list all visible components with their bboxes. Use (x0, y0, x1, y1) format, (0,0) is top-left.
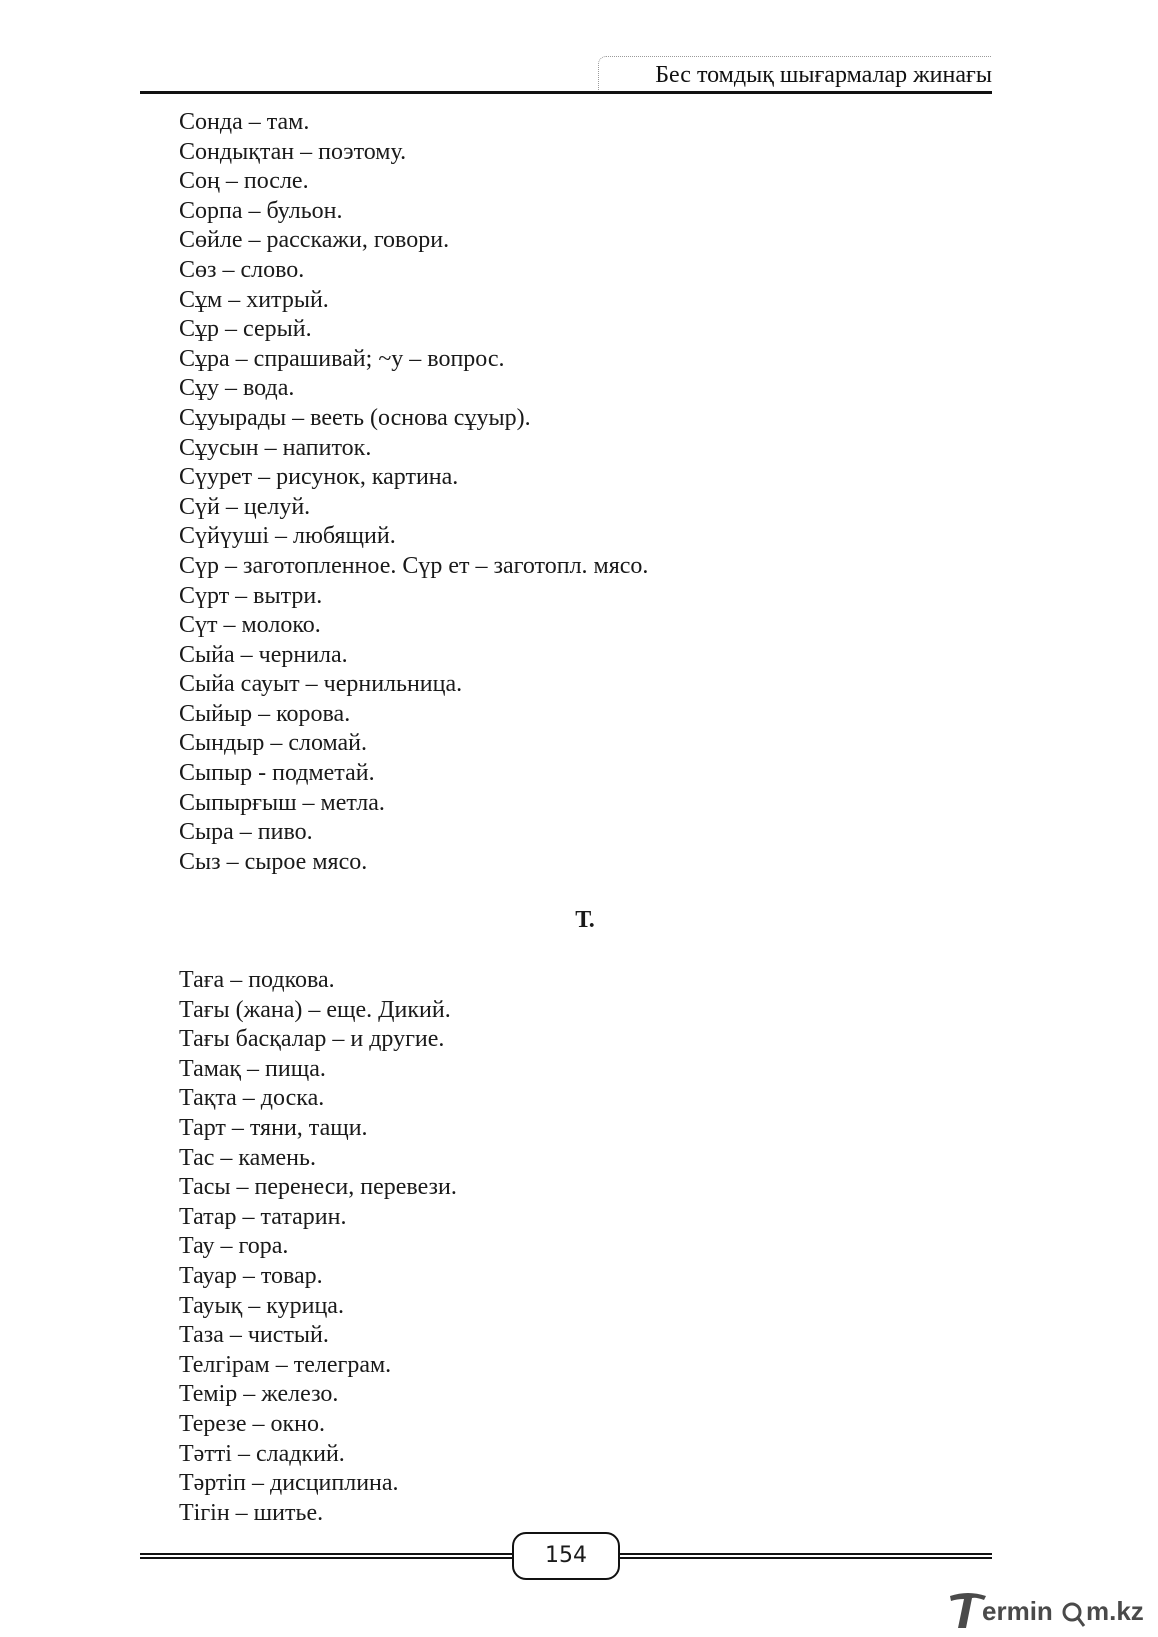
glossary-entry: Сыпырғыш – метла. (179, 789, 385, 816)
termincom-logo (948, 1588, 1153, 1634)
glossary-entry: Сонда – там. (179, 109, 310, 135)
glossary-entry: Тамақ – пища. (179, 1055, 326, 1082)
glossary-entry: Темір – железо. (179, 1381, 339, 1408)
glossary-entry: Сұр – серый. (179, 316, 312, 343)
glossary-entry: Терезе – окно. (179, 1410, 325, 1437)
logo-text-before: ermin (982, 1596, 1053, 1626)
glossary-entry: Таза – чистый. (179, 1322, 329, 1349)
glossary-list-s (179, 108, 648, 877)
glossary-entry: Сөз – слово. (179, 256, 305, 283)
glossary-entry: Тағы (жана) – еще. Дикий. (179, 996, 451, 1023)
logo-text-after: m.kz (1086, 1596, 1144, 1626)
glossary-entry: Сыйыр – корова. (179, 700, 351, 727)
glossary-entry: Сүй – целуй. (179, 493, 311, 520)
glossary-entry: Сондықтан – поэтому. (179, 138, 407, 165)
glossary-entry: Тауар – товар. (179, 1262, 323, 1289)
glossary-entry: Тас – камень. (179, 1144, 316, 1171)
glossary-entry: Тақта – доска. (179, 1085, 325, 1112)
glossary-entry: Сыпыр - подметай. (179, 760, 375, 787)
glossary-entry: Сыз – сырое мясо. (179, 848, 368, 875)
glossary-entry: Тау – гора. (179, 1233, 289, 1260)
glossary-entry: Тігін – шитье. (179, 1499, 324, 1526)
glossary-entry: Тәтті – сладкий. (179, 1440, 345, 1467)
glossary-entry: Сүурет – рисунок, картина. (179, 464, 459, 491)
magnifier-icon (1064, 1604, 1084, 1626)
glossary-entry: Сұм – хитрый. (179, 286, 329, 313)
glossary-entry: Сөйле – расскажи, говори. (179, 227, 450, 254)
glossary-entry: Сорпа – бульон. (179, 197, 343, 224)
glossary-entry: Сұусын – напиток. (179, 434, 372, 461)
book-title: Бес томдық шығармалар жинағы (655, 62, 992, 88)
section-heading-t: Т. (575, 907, 595, 933)
footer-rule-left (140, 1553, 514, 1559)
page-number: 154 (512, 1532, 620, 1580)
glossary-entry: Сүр – заготопленное. Сүр ет – заготопл. мясо. (179, 552, 649, 579)
glossary-list-t (179, 966, 457, 1528)
glossary-entry: Сыйа – чернила. (179, 641, 348, 668)
glossary-entry: Соң – после. (179, 168, 309, 195)
glossary-entry: Сыра – пиво. (179, 819, 313, 846)
glossary-entry: Тауық – курица. (179, 1292, 344, 1319)
glossary-entry: Сүйүуші – любящий. (179, 523, 396, 550)
termincom-watermark (948, 1588, 1153, 1634)
glossary-entry: Татар – татарин. (179, 1203, 347, 1230)
header-rule (140, 91, 992, 94)
glossary-entry: Таға – подкова. (179, 967, 335, 993)
glossary-entry: Сындыр – сломай. (179, 730, 368, 757)
glossary-entry: Тасы – перенеси, перевези. (179, 1174, 457, 1201)
glossary-entry: Сұуырады – вееть (основа сұуыр). (179, 404, 531, 431)
glossary-entry: Тарт – тяни, тащи. (179, 1114, 368, 1141)
glossary-entry: Сыйа сауыт – чернильница. (179, 671, 463, 698)
footer-rule-right (618, 1553, 992, 1559)
glossary-entry: Тағы басқалар – и другие. (179, 1026, 445, 1053)
glossary-entry: Сүрт – вытри. (179, 582, 323, 609)
glossary-entry: Тәртіп – дисциплина. (179, 1470, 399, 1497)
glossary-entry: Сұра – спрашивай; ~у – вопрос. (179, 345, 505, 372)
glossary-entry: Сұу – вода. (179, 375, 295, 402)
glossary-entry: Телгірам – телеграм. (179, 1351, 392, 1378)
glossary-entry: Сүт – молоко. (179, 612, 321, 639)
logo-t-mark (950, 1593, 986, 1628)
